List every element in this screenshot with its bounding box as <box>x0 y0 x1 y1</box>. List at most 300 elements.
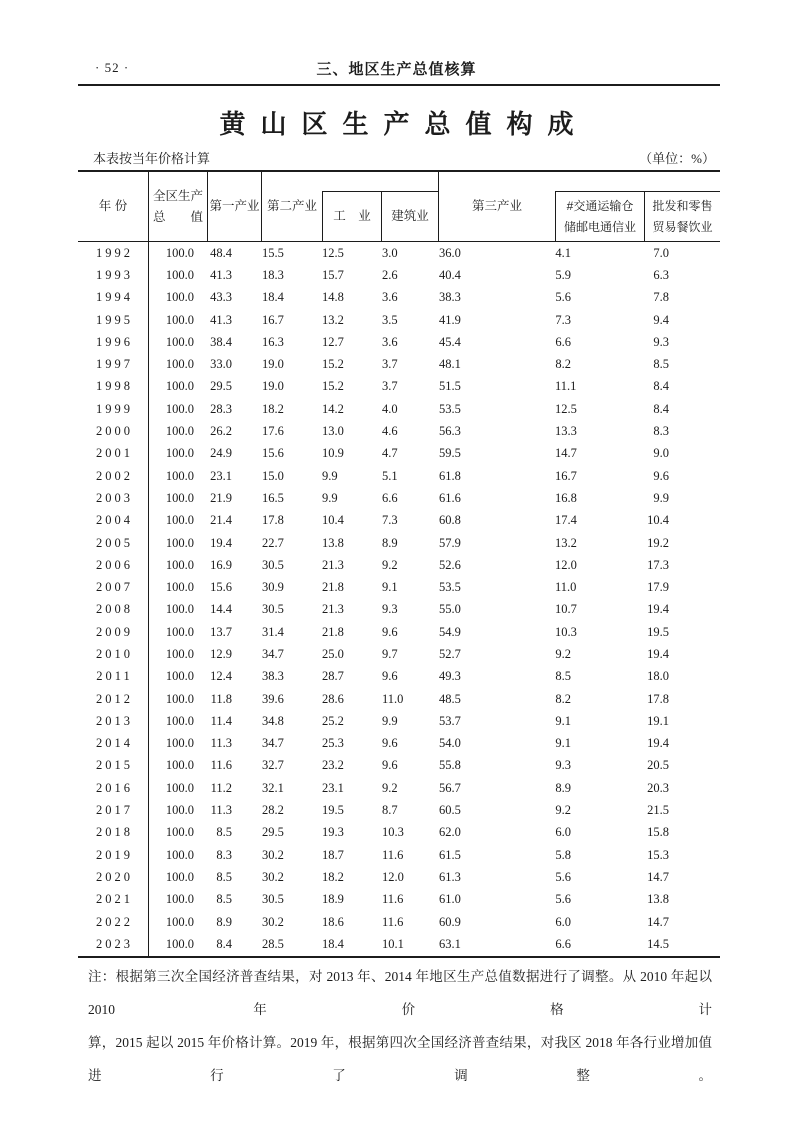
table-row <box>78 844 720 866</box>
value-cell: 8.4 <box>653 379 669 394</box>
value-cell: 15.6 <box>210 580 232 595</box>
table-row <box>78 777 720 799</box>
table-row <box>78 799 720 821</box>
value-cell: 54.9 <box>439 624 461 639</box>
value-cell: 12.4 <box>210 669 232 684</box>
value-cell: 41.3 <box>210 267 232 282</box>
year-cell: 2003 <box>78 487 149 509</box>
value-cell: 11.0 <box>555 580 577 595</box>
value-cell: 100.0 <box>165 401 194 416</box>
value-cell: 7.8 <box>653 290 669 305</box>
value-cell: 8.5 <box>653 357 669 372</box>
table-row <box>78 621 720 643</box>
value-cell: 11.0 <box>382 691 404 706</box>
value-cell: 10.4 <box>322 513 344 528</box>
value-cell: 29.5 <box>262 825 284 840</box>
value-cell: 60.8 <box>439 513 461 528</box>
value-cell: 14.7 <box>647 869 669 884</box>
value-cell: 21.8 <box>322 580 344 595</box>
value-cell: 18.6 <box>322 914 344 929</box>
value-cell: 25.3 <box>322 736 344 751</box>
value-cell: 18.4 <box>262 290 284 305</box>
value-cell: 14.8 <box>322 290 344 305</box>
col-header-construction: 建筑业 <box>382 192 439 241</box>
value-cell: 8.9 <box>382 535 398 550</box>
value-cell: 14.2 <box>322 401 344 416</box>
value-cell: 12.0 <box>382 869 404 884</box>
year-cell: 2006 <box>78 554 149 576</box>
value-cell: 9.6 <box>382 624 398 639</box>
value-cell: 5.6 <box>555 869 571 884</box>
year-cell: 2000 <box>78 420 149 442</box>
value-cell: 18.7 <box>322 847 344 862</box>
value-cell: 39.6 <box>262 691 284 706</box>
value-cell: 19.2 <box>647 535 669 550</box>
col-header-primary-industry: 第一产业 <box>208 172 262 241</box>
value-cell: 18.3 <box>262 267 284 282</box>
value-cell: 45.4 <box>439 334 461 349</box>
year-cell: 2015 <box>78 755 149 777</box>
value-cell: 12.7 <box>322 334 344 349</box>
table-row <box>78 287 720 309</box>
table-row <box>78 822 720 844</box>
value-cell: 52.6 <box>439 557 461 572</box>
value-cell: 26.2 <box>210 424 232 439</box>
value-cell: 21.5 <box>647 803 669 818</box>
col-header-wholesale-retail-catering: 批发和零售 贸易餐饮业 <box>652 198 713 234</box>
value-cell: 10.9 <box>322 446 344 461</box>
table-row <box>78 264 720 286</box>
value-cell: 12.9 <box>210 646 232 661</box>
year-cell: 2002 <box>78 465 149 487</box>
value-cell: 62.0 <box>439 825 461 840</box>
value-cell: 61.3 <box>439 869 461 884</box>
value-cell: 21.3 <box>322 557 344 572</box>
value-cell: 13.0 <box>322 424 344 439</box>
value-cell: 28.2 <box>262 803 284 818</box>
col-header-industry: 工 业 <box>322 192 382 241</box>
value-cell: 5.9 <box>555 267 571 282</box>
value-cell: 60.5 <box>439 803 461 818</box>
year-cell: 2008 <box>78 599 149 621</box>
value-cell: 9.9 <box>322 490 338 505</box>
value-cell: 17.6 <box>262 424 284 439</box>
value-cell: 11.3 <box>210 803 232 818</box>
value-cell: 23.1 <box>210 468 232 483</box>
value-cell: 19.5 <box>647 624 669 639</box>
value-cell: 4.0 <box>382 401 398 416</box>
value-cell: 14.4 <box>210 602 232 617</box>
value-cell: 23.1 <box>322 780 344 795</box>
value-cell: 13.2 <box>322 312 344 327</box>
value-cell: 19.4 <box>210 535 232 550</box>
value-cell: 3.7 <box>382 379 398 394</box>
value-cell: 3.0 <box>382 245 398 260</box>
value-cell: 61.0 <box>439 892 461 907</box>
table-row <box>78 465 720 487</box>
table-row <box>78 398 720 420</box>
col-header-year: 年 份 <box>78 172 149 241</box>
value-cell: 21.9 <box>210 490 232 505</box>
table-header <box>78 170 720 242</box>
value-cell: 38.3 <box>439 290 461 305</box>
value-cell: 56.7 <box>439 780 461 795</box>
value-cell: 6.6 <box>382 490 398 505</box>
value-cell: 8.7 <box>382 803 398 818</box>
value-cell: 17.8 <box>262 513 284 528</box>
value-cell: 100.0 <box>165 691 194 706</box>
value-cell: 10.3 <box>382 825 404 840</box>
footnote <box>88 960 712 1092</box>
value-cell: 11.8 <box>210 691 232 706</box>
value-cell: 56.3 <box>439 424 461 439</box>
value-cell: 61.8 <box>439 468 461 483</box>
value-cell: 19.0 <box>262 379 284 394</box>
table-row <box>78 911 720 933</box>
value-cell: 9.9 <box>653 490 669 505</box>
value-cell: 10.1 <box>382 936 404 951</box>
year-cell: 2020 <box>78 866 149 888</box>
value-cell: 100.0 <box>165 780 194 795</box>
value-cell: 3.6 <box>382 334 398 349</box>
value-cell: 29.5 <box>210 379 232 394</box>
table-row <box>78 532 720 554</box>
value-cell: 11.6 <box>382 914 404 929</box>
value-cell: 100.0 <box>165 825 194 840</box>
value-cell: 6.6 <box>555 936 571 951</box>
value-cell: 53.5 <box>439 401 461 416</box>
value-cell: 15.8 <box>647 825 669 840</box>
value-cell: 15.2 <box>322 379 344 394</box>
value-cell: 61.6 <box>439 490 461 505</box>
value-cell: 100.0 <box>165 580 194 595</box>
value-cell: 19.5 <box>322 803 344 818</box>
value-cell: 9.2 <box>555 646 571 661</box>
value-cell: 3.6 <box>382 290 398 305</box>
value-cell: 19.4 <box>647 736 669 751</box>
year-cell: 2010 <box>78 643 149 665</box>
value-cell: 9.0 <box>653 446 669 461</box>
year-cell: 1998 <box>78 376 149 398</box>
value-cell: 100.0 <box>165 758 194 773</box>
table-body <box>78 242 720 958</box>
value-cell: 8.2 <box>555 357 571 372</box>
value-cell: 8.5 <box>216 825 232 840</box>
value-cell: 31.4 <box>262 624 284 639</box>
value-cell: 30.5 <box>262 602 284 617</box>
value-cell: 100.0 <box>165 669 194 684</box>
header-spacer-secondary <box>322 172 439 192</box>
value-cell: 38.3 <box>262 669 284 684</box>
value-cell: 100.0 <box>165 713 194 728</box>
value-cell: 9.2 <box>555 803 571 818</box>
table-row <box>78 420 720 442</box>
value-cell: 19.4 <box>647 602 669 617</box>
value-cell: 25.0 <box>322 646 344 661</box>
value-cell: 51.5 <box>439 379 461 394</box>
value-cell: 5.6 <box>555 892 571 907</box>
value-cell: 4.1 <box>555 245 571 260</box>
value-cell: 33.0 <box>210 357 232 372</box>
value-cell: 55.0 <box>439 602 461 617</box>
value-cell: 7.3 <box>555 312 571 327</box>
year-cell: 1993 <box>78 264 149 286</box>
value-cell: 24.9 <box>210 446 232 461</box>
value-cell: 28.5 <box>262 936 284 951</box>
year-cell: 1992 <box>78 242 149 264</box>
value-cell: 15.6 <box>262 446 284 461</box>
value-cell: 9.6 <box>382 669 398 684</box>
value-cell: 18.0 <box>647 669 669 684</box>
value-cell: 100.0 <box>165 490 194 505</box>
col-header-gdp: 全区生产 总 值 <box>149 172 208 241</box>
value-cell: 100.0 <box>165 267 194 282</box>
value-cell: 6.3 <box>653 267 669 282</box>
year-cell: 2004 <box>78 510 149 532</box>
value-cell: 17.3 <box>647 557 669 572</box>
value-cell: 7.3 <box>382 513 398 528</box>
year-cell: 1997 <box>78 353 149 375</box>
value-cell: 100.0 <box>165 914 194 929</box>
value-cell: 30.2 <box>262 914 284 929</box>
value-cell: 100.0 <box>165 624 194 639</box>
value-cell: 100.0 <box>165 357 194 372</box>
value-cell: 30.5 <box>262 892 284 907</box>
value-cell: 9.6 <box>382 758 398 773</box>
value-cell: 30.9 <box>262 580 284 595</box>
value-cell: 9.9 <box>382 713 398 728</box>
header-spacer-tertiary <box>555 172 720 192</box>
value-cell: 15.0 <box>262 468 284 483</box>
value-cell: 16.7 <box>555 468 577 483</box>
value-cell: 9.6 <box>382 736 398 751</box>
value-cell: 21.8 <box>322 624 344 639</box>
value-cell: 15.7 <box>322 267 344 282</box>
value-cell: 14.7 <box>555 446 577 461</box>
table-row <box>78 510 720 532</box>
value-cell: 100.0 <box>165 245 194 260</box>
value-cell: 5.6 <box>555 290 571 305</box>
table-row <box>78 755 720 777</box>
year-cell: 2018 <box>78 822 149 844</box>
value-cell: 3.5 <box>382 312 398 327</box>
value-cell: 13.2 <box>555 535 577 550</box>
value-cell: 11.2 <box>210 780 232 795</box>
value-cell: 41.9 <box>439 312 461 327</box>
value-cell: 8.9 <box>216 914 232 929</box>
value-cell: 9.1 <box>555 736 571 751</box>
year-cell: 2023 <box>78 933 149 955</box>
value-cell: 100.0 <box>165 847 194 862</box>
value-cell: 9.2 <box>382 557 398 572</box>
value-cell: 34.7 <box>262 646 284 661</box>
year-cell: 2019 <box>78 844 149 866</box>
value-cell: 43.3 <box>210 290 232 305</box>
value-cell: 100.0 <box>165 557 194 572</box>
table-row <box>78 688 720 710</box>
value-cell: 9.4 <box>653 312 669 327</box>
value-cell: 100.0 <box>165 535 194 550</box>
value-cell: 100.0 <box>165 736 194 751</box>
value-cell: 19.0 <box>262 357 284 372</box>
value-cell: 38.4 <box>210 334 232 349</box>
value-cell: 12.5 <box>555 401 577 416</box>
value-cell: 13.3 <box>555 424 577 439</box>
value-cell: 16.9 <box>210 557 232 572</box>
value-cell: 48.1 <box>439 357 461 372</box>
value-cell: 100.0 <box>165 446 194 461</box>
price-basis-note: 本表按当年价格计算 <box>93 151 211 166</box>
value-cell: 12.0 <box>555 557 577 572</box>
value-cell: 25.2 <box>322 713 344 728</box>
value-cell: 28.6 <box>322 691 344 706</box>
section-header: 三、地区生产总值核算 <box>316 61 477 78</box>
value-cell: 8.5 <box>216 869 232 884</box>
value-cell: 11.4 <box>210 713 232 728</box>
value-cell: 16.8 <box>555 490 577 505</box>
value-cell: 9.3 <box>653 334 669 349</box>
value-cell: 9.2 <box>382 780 398 795</box>
value-cell: 63.1 <box>439 936 461 951</box>
value-cell: 15.3 <box>647 847 669 862</box>
value-cell: 100.0 <box>165 602 194 617</box>
value-cell: 100.0 <box>165 892 194 907</box>
value-cell: 20.3 <box>647 780 669 795</box>
value-cell: 21.4 <box>210 513 232 528</box>
value-cell: 60.9 <box>439 914 461 929</box>
table-row <box>78 666 720 688</box>
value-cell: 8.5 <box>216 892 232 907</box>
value-cell: 11.6 <box>210 758 232 773</box>
value-cell: 100.0 <box>165 468 194 483</box>
value-cell: 34.7 <box>262 736 284 751</box>
value-cell: 28.7 <box>322 669 344 684</box>
value-cell: 20.5 <box>647 758 669 773</box>
page-number: · 52 · <box>95 60 130 75</box>
year-cell: 2016 <box>78 777 149 799</box>
table-row <box>78 309 720 331</box>
value-cell: 100.0 <box>165 869 194 884</box>
table-row <box>78 733 720 755</box>
value-cell: 9.1 <box>382 580 398 595</box>
value-cell: 41.3 <box>210 312 232 327</box>
value-cell: 19.4 <box>647 646 669 661</box>
value-cell: 19.3 <box>322 825 344 840</box>
value-cell: 61.5 <box>439 847 461 862</box>
table-row <box>78 331 720 353</box>
value-cell: 8.3 <box>653 424 669 439</box>
value-cell: 7.0 <box>653 245 669 260</box>
value-cell: 48.5 <box>439 691 461 706</box>
year-cell: 2007 <box>78 576 149 598</box>
year-cell: 1996 <box>78 331 149 353</box>
table-row <box>78 576 720 598</box>
year-cell: 2009 <box>78 621 149 643</box>
page-title: 黄山区生产总值构成 <box>219 110 589 139</box>
value-cell: 18.4 <box>322 936 344 951</box>
value-cell: 15.2 <box>322 357 344 372</box>
table-row <box>78 866 720 888</box>
year-cell: 1999 <box>78 398 149 420</box>
value-cell: 3.7 <box>382 357 398 372</box>
value-cell: 19.1 <box>647 713 669 728</box>
value-cell: 9.7 <box>382 646 398 661</box>
value-cell: 30.2 <box>262 869 284 884</box>
value-cell: 100.0 <box>165 334 194 349</box>
value-cell: 49.3 <box>439 669 461 684</box>
value-cell: 9.1 <box>555 713 571 728</box>
value-cell: 14.5 <box>647 936 669 951</box>
value-cell: 21.3 <box>322 602 344 617</box>
value-cell: 100.0 <box>165 513 194 528</box>
year-cell: 2012 <box>78 688 149 710</box>
value-cell: 32.1 <box>262 780 284 795</box>
value-cell: 100.0 <box>165 646 194 661</box>
value-cell: 17.9 <box>647 580 669 595</box>
value-cell: 55.8 <box>439 758 461 773</box>
value-cell: 16.3 <box>262 334 284 349</box>
value-cell: 10.4 <box>647 513 669 528</box>
value-cell: 11.3 <box>210 736 232 751</box>
value-cell: 22.7 <box>262 535 284 550</box>
value-cell: 11.6 <box>382 892 404 907</box>
value-cell: 57.9 <box>439 535 461 550</box>
value-cell: 18.2 <box>262 401 284 416</box>
value-cell: 36.0 <box>439 245 461 260</box>
table-row <box>78 242 720 264</box>
table-row <box>78 599 720 621</box>
col-header-secondary-industry: 第二产业 <box>266 199 317 213</box>
table-row <box>78 353 720 375</box>
value-cell: 100.0 <box>165 936 194 951</box>
value-cell: 53.5 <box>439 580 461 595</box>
value-cell: 16.5 <box>262 490 284 505</box>
year-cell: 1995 <box>78 309 149 331</box>
value-cell: 32.7 <box>262 758 284 773</box>
value-cell: 8.2 <box>555 691 571 706</box>
value-cell: 8.9 <box>555 780 571 795</box>
table-row <box>78 889 720 911</box>
value-cell: 18.2 <box>322 869 344 884</box>
value-cell: 6.0 <box>555 914 571 929</box>
year-cell: 2011 <box>78 666 149 688</box>
value-cell: 15.5 <box>262 245 284 260</box>
value-cell: 8.3 <box>216 847 232 862</box>
value-cell: 13.8 <box>647 892 669 907</box>
value-cell: 14.7 <box>647 914 669 929</box>
value-cell: 8.5 <box>555 669 571 684</box>
year-cell: 2014 <box>78 733 149 755</box>
table-row <box>78 710 720 732</box>
value-cell: 12.5 <box>322 245 344 260</box>
value-cell: 100.0 <box>165 424 194 439</box>
table-row <box>78 933 720 955</box>
year-cell: 1994 <box>78 287 149 309</box>
value-cell: 9.3 <box>555 758 571 773</box>
value-cell: 100.0 <box>165 312 194 327</box>
value-cell: 34.8 <box>262 713 284 728</box>
table-row <box>78 554 720 576</box>
value-cell: 10.3 <box>555 624 577 639</box>
value-cell: 48.4 <box>210 245 232 260</box>
value-cell: 30.5 <box>262 557 284 572</box>
col-header-tertiary-industry: 第三产业 <box>471 199 522 213</box>
value-cell: 4.6 <box>382 424 398 439</box>
unit-note: （单位：%） <box>639 151 715 166</box>
value-cell: 9.6 <box>653 468 669 483</box>
value-cell: 23.2 <box>322 758 344 773</box>
year-cell: 2017 <box>78 799 149 821</box>
